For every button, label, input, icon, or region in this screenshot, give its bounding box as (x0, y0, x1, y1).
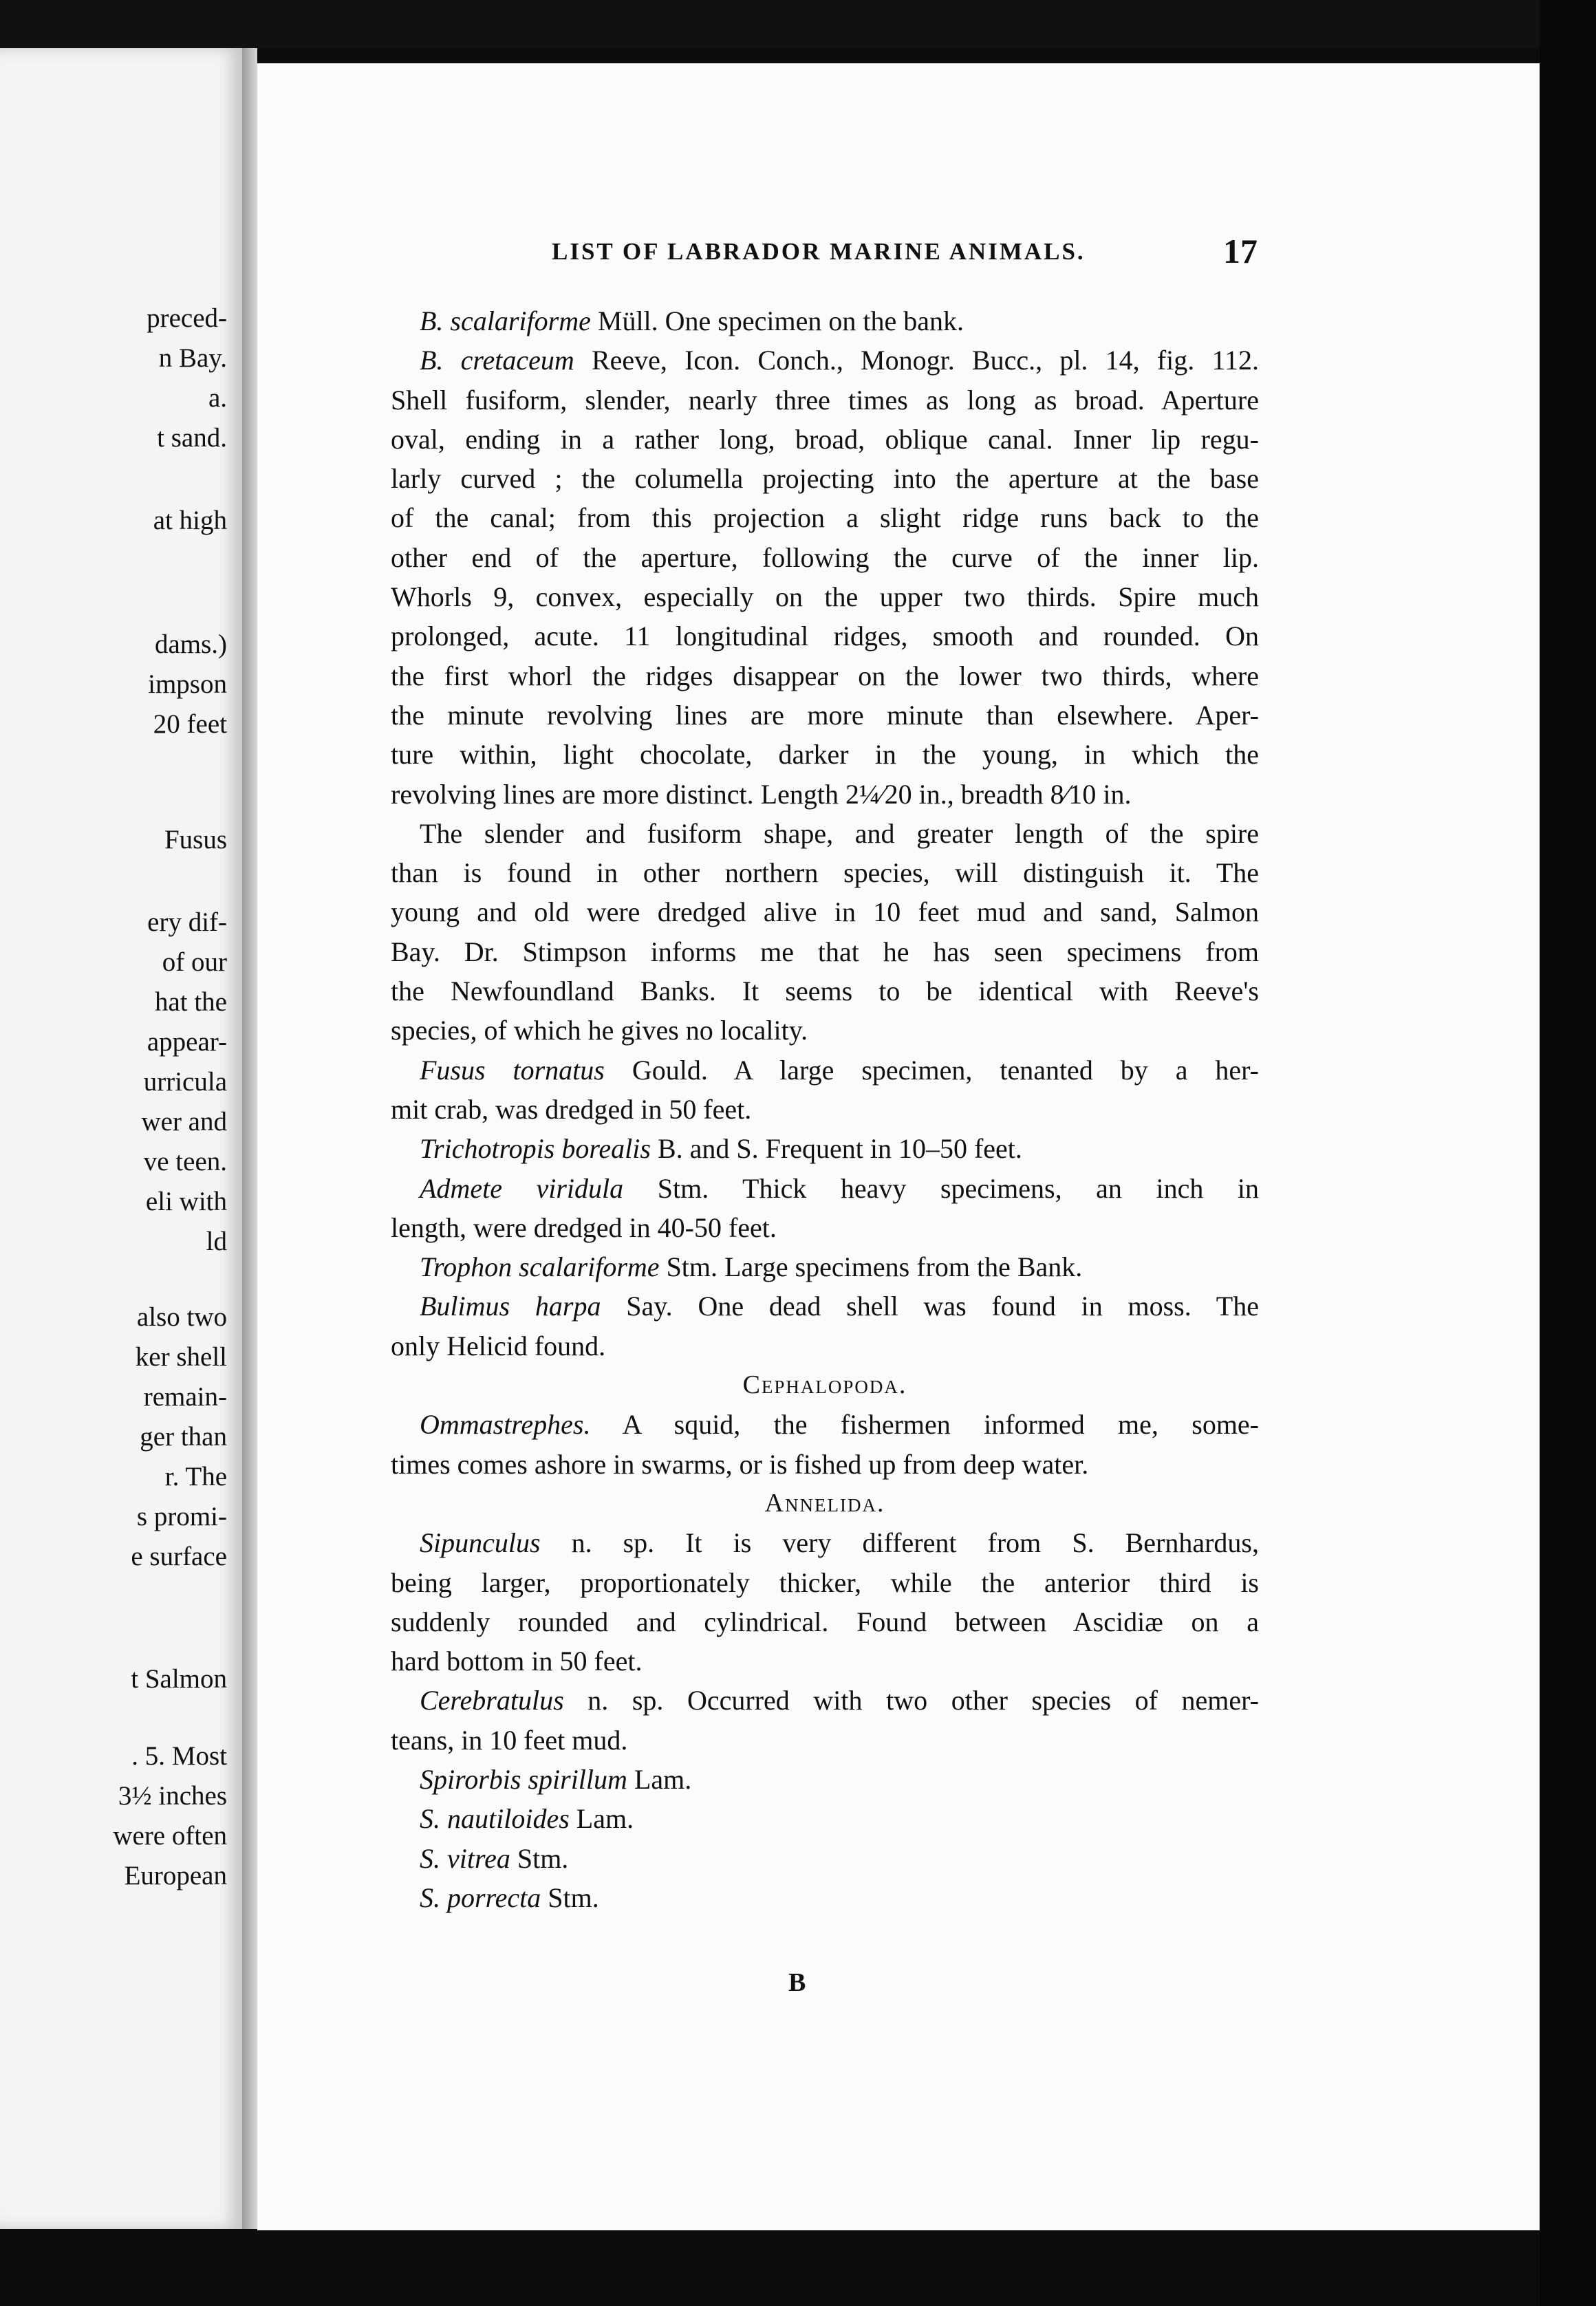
section-heading (391, 1366, 1259, 1405)
left-page-line: eli with (145, 1187, 227, 1216)
text-line (391, 538, 1259, 577)
line-text: only Helicid found. (391, 1330, 606, 1361)
text-line (391, 892, 1259, 931)
text-line (391, 1760, 1259, 1799)
taxon-name: Trophon scalariforme (420, 1251, 660, 1283)
scan-background-top (0, 0, 1596, 48)
text-line (391, 1563, 1259, 1602)
line-text: Gould. A large specimen, tenanted by a her- (604, 1054, 1259, 1086)
left-page-line: . 5. Most (131, 1741, 227, 1771)
line-text: hard bottom in 50 feet. (391, 1646, 643, 1677)
line-text: mit crab, was dredged in 50 feet. (391, 1093, 752, 1125)
scan-background-right (1540, 0, 1596, 2306)
page-number: 17 (1223, 232, 1258, 270)
line-text: other end of the aperture, following the curve of the inner lip. (391, 541, 1259, 573)
left-page-line: s promi- (136, 1502, 227, 1531)
left-page-line: urricula (143, 1067, 227, 1097)
line-text: n. sp. It is very different from S. Bernhardus, (540, 1527, 1259, 1559)
left-page-line: remain- (143, 1382, 227, 1412)
left-page-line: e surface (131, 1542, 227, 1571)
line-text: the Newfoundland Banks. It seems to be identical with Reeve's (391, 976, 1259, 1007)
line-text: Stm. (510, 1842, 569, 1874)
line-text: Say. One dead shell was found in moss. The (601, 1291, 1259, 1322)
text-line (391, 459, 1259, 498)
line-text: A squid, the fishermen informed me, some- (590, 1409, 1259, 1441)
left-page-line: European (124, 1861, 227, 1890)
line-text: suddenly rounded and cylindrical. Found between Ascidiæ on a (391, 1606, 1259, 1637)
book-gutter (242, 48, 257, 2229)
text-line (391, 1681, 1259, 1720)
text-line (391, 814, 1259, 853)
left-page-line: ery dif- (147, 907, 227, 937)
left-page-line: appear- (147, 1027, 227, 1057)
line-text: times comes ashore in swarms, or is fished up from deep water. (391, 1448, 1089, 1480)
taxon-name: S. vitrea (420, 1842, 510, 1874)
left-page-line: preced- (147, 303, 227, 333)
line-text: Lam. (569, 1803, 634, 1835)
line-text: Annelida. (764, 1488, 885, 1518)
taxon-name: S. porrecta (420, 1882, 541, 1913)
left-page-line: of our (162, 947, 227, 977)
text-line (391, 1090, 1259, 1129)
text-line (391, 656, 1259, 696)
line-text: teans, in 10 feet mud. (391, 1724, 628, 1756)
line-text: length, were dredged in 40-50 feet. (391, 1211, 777, 1243)
line-text: B. and S. Frequent in 10–50 feet. (650, 1133, 1022, 1165)
text-line (391, 1405, 1259, 1444)
left-page-line: n Bay. (158, 343, 227, 373)
left-page-line: r. The (164, 1462, 227, 1491)
text-line (391, 1247, 1259, 1286)
line-text: being larger, proportionately thicker, while the anterior third is (391, 1566, 1259, 1598)
taxon-name: S. nautiloides (420, 1803, 570, 1835)
taxon-name: Trichotropis borealis (420, 1133, 651, 1165)
text-line (391, 1839, 1259, 1878)
page-body (391, 301, 1259, 1917)
left-page-line: 20 feet (153, 709, 227, 739)
text-line (391, 696, 1259, 735)
text-line (391, 577, 1259, 616)
left-page-line: Fusus (164, 825, 227, 854)
line-text: the minute revolving lines are more minute than elsewhere. Aper- (391, 699, 1259, 731)
line-text: Cephalopoda. (742, 1370, 907, 1400)
line-text: larly curved ; the columella projecting into the aperture at the base (391, 463, 1259, 495)
text-line (391, 1208, 1259, 1247)
line-text: n. sp. Occurred with two other species of nemer- (563, 1685, 1259, 1716)
line-text: species, of which he gives no locality. (391, 1015, 808, 1046)
text-line (391, 380, 1259, 420)
text-line (391, 1050, 1259, 1090)
text-line (391, 1721, 1259, 1760)
line-text: ture within, light chocolate, darker in the young, in which the (391, 739, 1259, 771)
text-line (391, 1641, 1259, 1681)
left-page-line: impson (148, 669, 227, 699)
taxon-name: Sipunculus (420, 1527, 541, 1559)
running-head: LIST OF LABRADOR MARINE ANIMALS. (552, 238, 1086, 265)
text-line (391, 1286, 1259, 1326)
left-page-line: t sand. (157, 423, 227, 453)
line-text: Whorls 9, convex, especially on the upper two thirds. Spire much (391, 581, 1259, 613)
line-text: Müll. One specimen on the bank. (590, 305, 964, 336)
text-line (391, 420, 1259, 459)
taxon-name: Fusus tornatus (420, 1054, 605, 1086)
line-text: of the canal; from this projection a slight ridge runs back to the (391, 502, 1259, 534)
text-line (391, 341, 1259, 380)
line-text: The slender and fusiform shape, and greater length of the spire (420, 817, 1259, 849)
taxon-name: B. scalariforme (420, 305, 591, 336)
text-line (391, 1799, 1259, 1838)
taxon-name: B. cretaceum (420, 345, 574, 376)
text-line (391, 1011, 1259, 1050)
left-page-line: a. (208, 383, 227, 413)
left-page-line: dams.) (154, 629, 227, 659)
text-line (391, 1523, 1259, 1562)
line-text: Reeve, Icon. Conch., Monogr. Bucc., pl. 14, fig. 112. (574, 345, 1259, 376)
taxon-name: Ommastrephes. (420, 1409, 591, 1441)
text-line (391, 1129, 1259, 1168)
line-text: young and old were dredged alive in 10 feet mud and sand, Salmon (391, 896, 1259, 928)
left-page-line: t Salmon (131, 1664, 227, 1694)
text-line (391, 775, 1259, 814)
line-text: Stm. Thick heavy specimens, an inch in (623, 1172, 1259, 1204)
taxon-name: Bulimus harpa (420, 1291, 601, 1322)
line-text: Stm. Large specimens from the Bank. (659, 1251, 1083, 1283)
text-line (391, 735, 1259, 774)
left-page-line: wer and (141, 1107, 227, 1136)
left-page-line: at high (153, 506, 227, 535)
line-text: than is found in other northern species, will distinguish it. The (391, 857, 1259, 889)
line-text: the first whorl the ridges disappear on the lower two thirds, where (391, 660, 1259, 691)
left-page-line: ger than (140, 1422, 227, 1452)
taxon-name: Spirorbis spirillum (420, 1763, 627, 1795)
left-page-line: ker shell (135, 1342, 227, 1372)
text-line (391, 1326, 1259, 1366)
text-line (391, 1445, 1259, 1484)
line-text: Shell fusiform, slender, nearly three times as long as broad. Aperture (391, 384, 1259, 416)
left-page-line: were often (113, 1821, 227, 1851)
line-text: Stm. (541, 1882, 599, 1913)
signature-mark: B (788, 1968, 806, 1997)
line-text: Bay. Dr. Stimpson informs me that he has seen specimens from (391, 936, 1259, 967)
left-page-line: also two (136, 1302, 227, 1332)
text-line (391, 971, 1259, 1011)
text-line (391, 1878, 1259, 1917)
text-line (391, 1169, 1259, 1208)
text-line (391, 498, 1259, 537)
text-line (391, 1602, 1259, 1641)
left-page-line: ve teen. (143, 1147, 227, 1176)
text-line (391, 616, 1259, 656)
taxon-name: Admete viridula (420, 1172, 624, 1204)
text-line (391, 853, 1259, 892)
taxon-name: Cerebratulus (420, 1685, 564, 1716)
left-page-fragment (0, 48, 242, 2229)
line-text: revolving lines are more distinct. Length 2¼⁄20 in., breadth 8⁄10 in. (391, 778, 1132, 810)
line-text: Lam. (627, 1763, 692, 1795)
text-line (391, 932, 1259, 971)
left-page-line: ld (206, 1227, 227, 1256)
line-text: prolonged, acute. 11 longitudinal ridges, smooth and rounded. On (391, 621, 1259, 652)
left-page-line: hat the (154, 987, 227, 1017)
text-line (391, 301, 1259, 341)
left-page-line: 3½ inches (118, 1781, 227, 1811)
section-heading (391, 1484, 1259, 1523)
line-text: oval, ending in a rather long, broad, oblique canal. Inner lip regu- (391, 423, 1259, 455)
